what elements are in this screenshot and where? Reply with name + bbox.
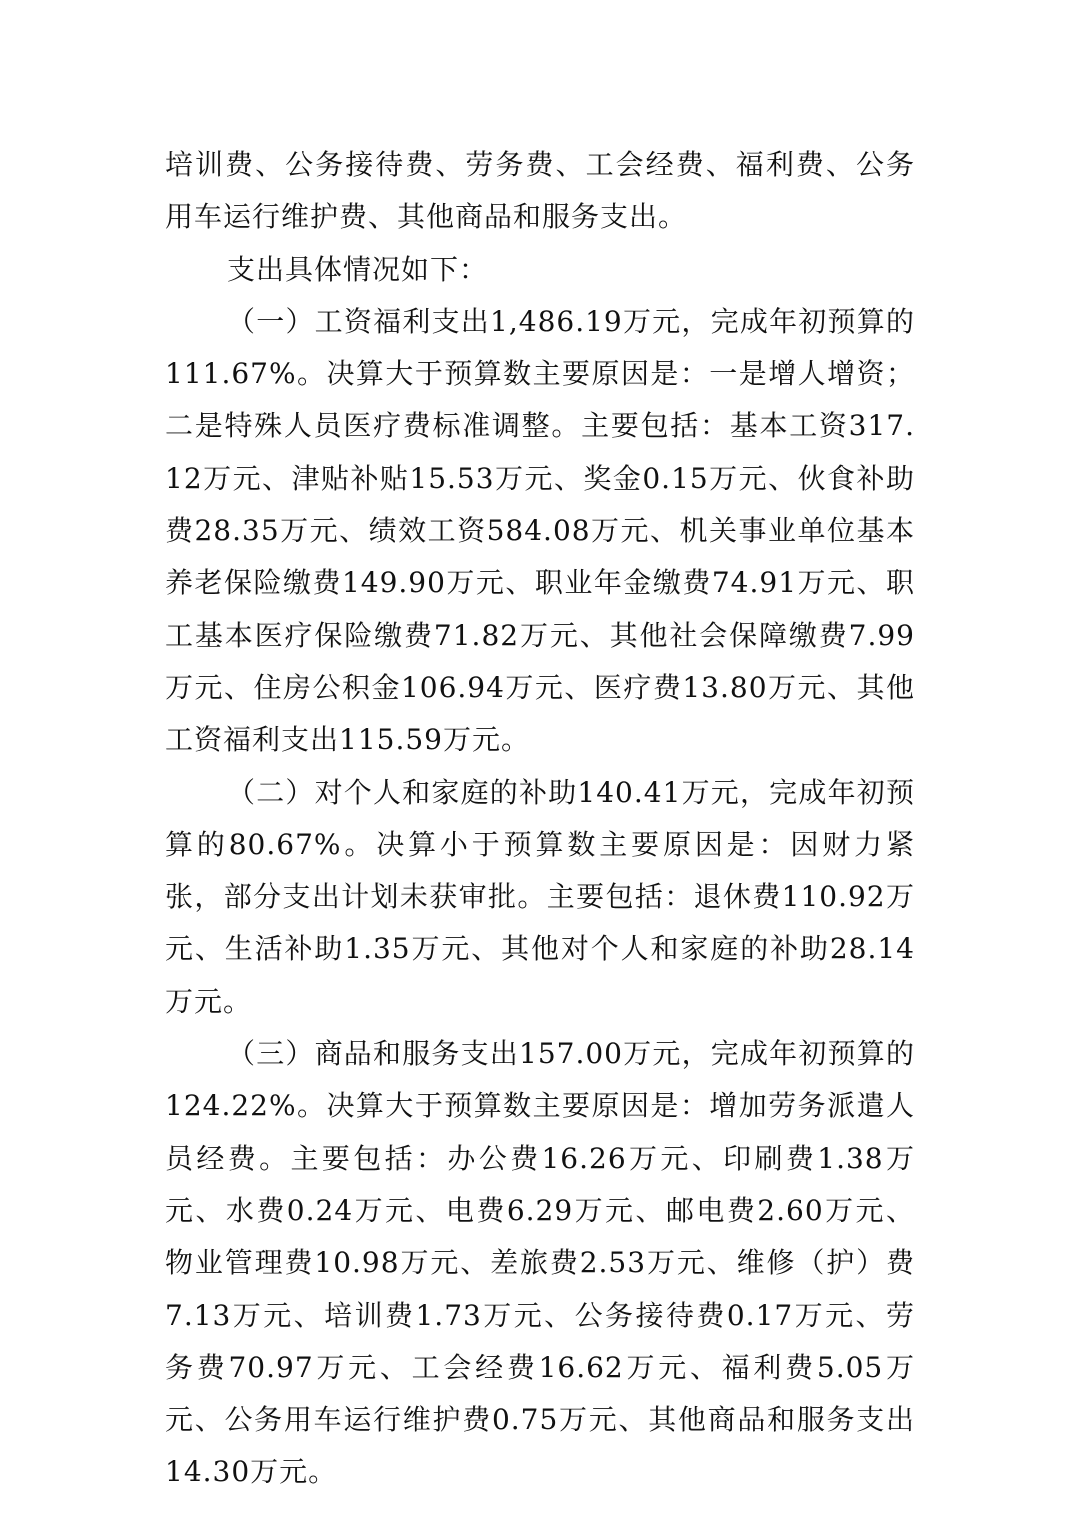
- paragraph-goods-services: （三）商品和服务支出157.00万元，完成年初预算的124.22%。决算大于预算数主要原因是：增加劳务派遣人员经费。主要包括：办公费16.26万元、印刷费1.38万元、水费0.24万元、电费6.29万元、邮电费2.60万元、物业管理费10.98万元、差旅费2.53万元、维修（护）费7.13万元、培训费1.73万元、公务接待费0.17万元、劳务费70.97万元、工会经费16.62万元、福利费5.05万元、公务用车运行维护费0.75万元、其他商品和服务支出14.30万元。: [165, 1037, 915, 1489]
- paragraph-intro: 支出具体情况如下：: [227, 252, 489, 286]
- paragraph-individual-household-subsidy: （二）对个人和家庭的补助140.41万元，完成年初预算的80.67%。决算小于预算数主要原因是：因财力紧张，部分支出计划未获审批。主要包括：退休费110.92万元、生活补助1.35万元、其他对个人和家庭的补助28.14万元。: [165, 775, 915, 1018]
- paragraph-continuation: 培训费、公务接待费、劳务费、工会经费、福利费、公务用车运行维护费、其他商品和服务支出。: [165, 148, 915, 234]
- paragraph-wages-welfare: （一）工资福利支出1,486.19万元，完成年初预算的111.67%。决算大于预算数主要原因是：一是增人增资；二是特殊人员医疗费标准调整。主要包括：基本工资317.12万元、津贴补贴15.53万元、奖金0.15万元、伙食补助费28.35万元、绩效工资584.08万元、机关事业单位基本养老保险缴费149.90万元、职业年金缴费74.91万元、职工基本医疗保险缴费71.82万元、其他社会保障缴费7.99万元、住房公积金106.94万元、医疗费13.80万元、其他工资福利支出115.59万元。: [165, 304, 915, 757]
- document-body: [165, 139, 915, 1499]
